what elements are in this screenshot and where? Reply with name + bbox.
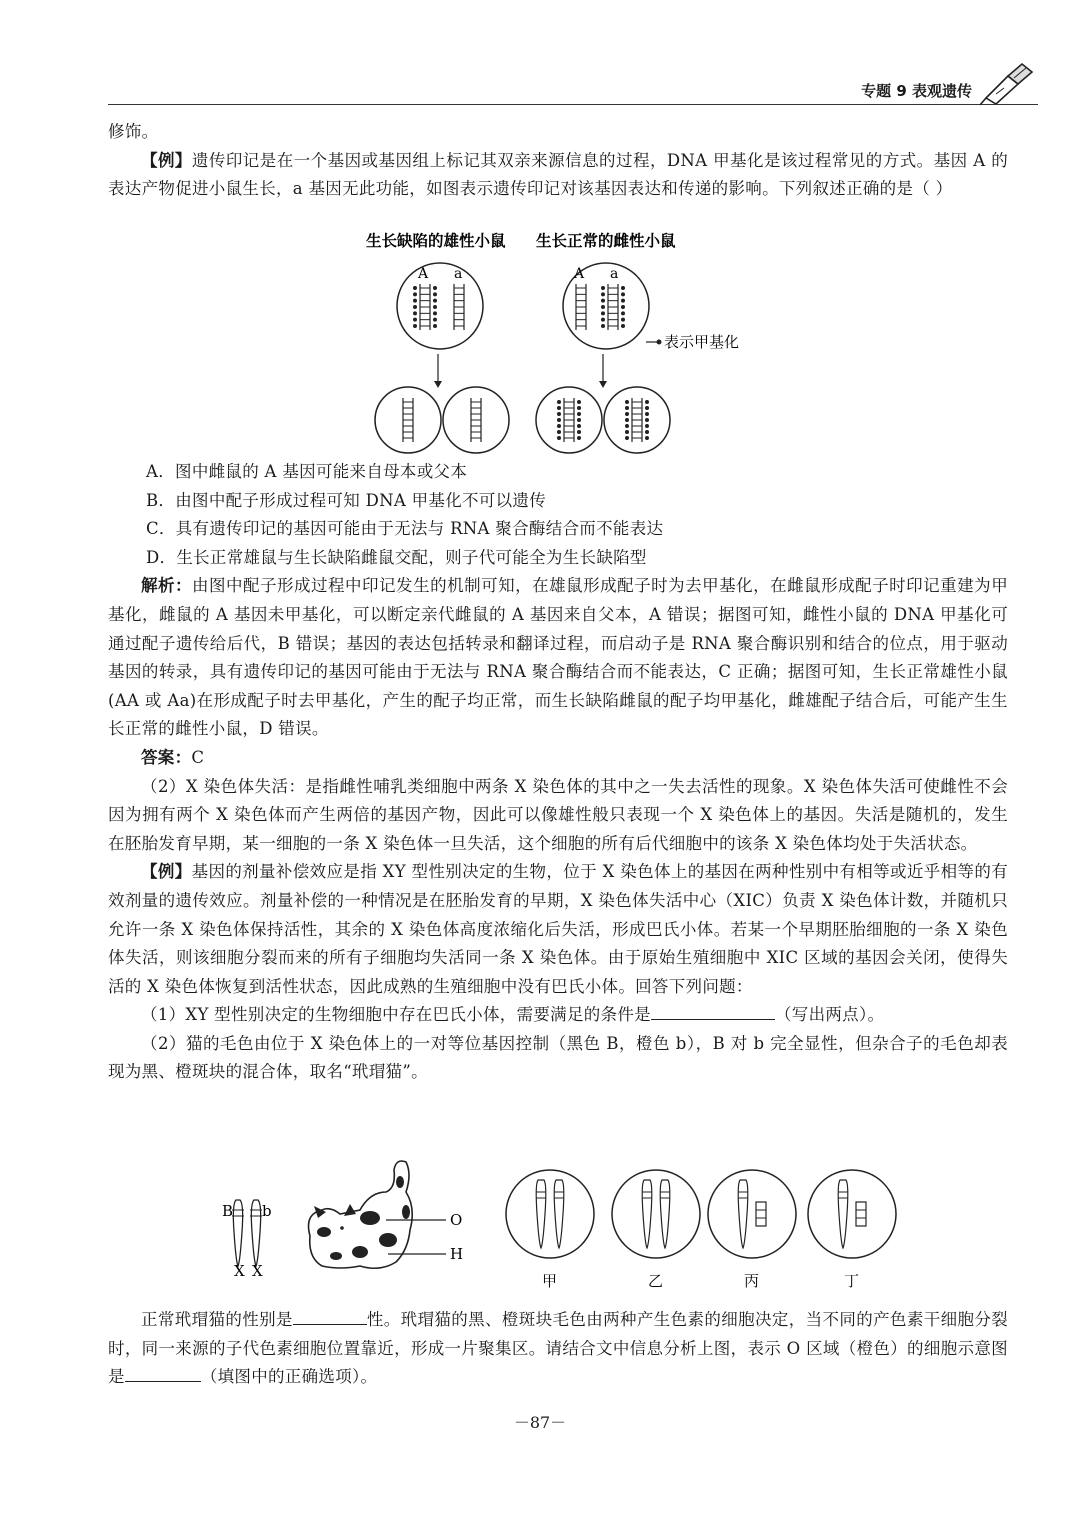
- label-x1: X: [234, 1262, 245, 1280]
- legend-methyl-dot: [657, 340, 662, 345]
- final-text-1: 正常玳瑁猫的性别是: [141, 1310, 293, 1329]
- page-number: －87－: [513, 1413, 567, 1432]
- label-x2: X: [252, 1262, 263, 1280]
- page-header: [108, 58, 1038, 108]
- pen-nib-icon: [978, 58, 1038, 106]
- option-b: B．由图中配子形成过程可知 DNA 甲基化不可以遗传: [146, 490, 546, 510]
- options-block: [108, 458, 1008, 1087]
- male-a-plain: [454, 284, 464, 330]
- example2-stem: [108, 858, 1008, 1001]
- x-inactivation-para: （2）X 染色体失活：是指雌性哺乳类细胞中两条 X 染色体的其中之一失去活性的现象。X 染色体失活可使雌性不会因为拥有两个 X 染色体而产生两倍的基因产物，因此可以像雄性般只表现一个 X 染色体上的基因。失活是随机的，发生在胚胎发育早期，某一细胞的一条 X 染色体一旦失活，这个细胞的所有后代细胞中的该条 X 染色体均处于失活状态。: [108, 776, 1008, 853]
- example1-text: 遗传印记是在一个基因或基因组上标记其双亲来源信息的过程，DNA 甲基化是该过程常见的方式。基因 A 的表达产物促进小鼠生长，a 基因无此功能，如图表示遗传印记对该基因表达和传递的影响。下列叙述正确的是（ ）: [108, 150, 1008, 199]
- intro-line: 修饰。: [108, 122, 159, 141]
- imprinting-figure: [360, 228, 800, 460]
- gene-a-male: a: [454, 266, 463, 282]
- gene-A-male: A: [418, 266, 429, 282]
- intro-block: [108, 118, 1008, 204]
- example2-tag: 【例】: [141, 862, 192, 882]
- final-text-3: （填图中的正确选项）。: [200, 1367, 378, 1387]
- cell-label-bing: 丙: [744, 1272, 760, 1290]
- section-title: 专题 9 表观遗传: [861, 82, 972, 100]
- x-chromosome-1: [232, 1200, 244, 1266]
- female-gamete-dna-2: [625, 398, 649, 442]
- arrowhead-male: [434, 381, 442, 388]
- answer-label: 答案：: [141, 747, 192, 767]
- cell-jia: [506, 1170, 594, 1258]
- example-tag: 【例】: [141, 150, 192, 170]
- label-male-defective: 生长缺陷的雄性小鼠: [366, 232, 506, 250]
- answer: [108, 744, 1008, 773]
- sex-blank[interactable]: [293, 1306, 367, 1325]
- female-gamete-dna-1: [557, 398, 581, 442]
- cell-label-yi: 乙: [648, 1272, 664, 1290]
- calico-cat-figure: [210, 1152, 900, 1292]
- final-block: [108, 1306, 1008, 1392]
- option-a: A．图中雌鼠的 A 基因可能来自母本或父本: [146, 462, 468, 481]
- male-parent-cell: [397, 263, 483, 349]
- dna-ladders: [403, 284, 649, 442]
- question-1: [108, 1001, 1008, 1030]
- final-text-2: 性。玳瑁猫的黑、橙斑块毛色由两种产生色素的细胞决定，当不同的产色素干细胞分裂时，同一来源的子代色素细胞位置靠近，形成一片聚集区。请结合文中信息分析上图，表示 O 区域（橙色）的细胞示意图是: [108, 1310, 1009, 1387]
- label-female-normal: 生长正常的雌性小鼠: [536, 232, 676, 250]
- cell-diagrams: [506, 1170, 896, 1258]
- male-gamete-dna-1: [403, 398, 413, 442]
- calico-cat: [309, 1161, 413, 1268]
- female-a-methylated: [601, 284, 625, 330]
- label-H: H: [450, 1245, 464, 1263]
- cell-blank[interactable]: [125, 1363, 201, 1382]
- male-gamete-dna-2: [471, 398, 481, 442]
- gene-A-female: A: [574, 266, 585, 282]
- cell-yi: [612, 1170, 700, 1258]
- example1-stem: [108, 147, 1008, 204]
- cell-ding: [808, 1170, 896, 1258]
- allele-B: B: [222, 1202, 234, 1220]
- allele-b: b: [262, 1202, 272, 1220]
- header-rule: [108, 104, 1038, 105]
- cell-label-ding: 丁: [844, 1272, 860, 1290]
- option-d: D．生长正常雄鼠与生长缺陷雌鼠交配，则子代可能全为生长缺陷型: [146, 547, 647, 567]
- analysis-label: 解析：: [141, 576, 193, 596]
- q1-note: （写出两点）。: [774, 1005, 885, 1025]
- question-2: （2）猫的毛色由位于 X 染色体上的一对等位基因控制（黑色 B，橙色 b），B 对 b 完全显性，但杂合子的毛色却表现为黑、橙斑块的混合体，取名“玳瑁猫”。: [108, 1033, 1008, 1082]
- q1-text: （1）XY 型性别决定的生物细胞中存在巴氏小体，需要满足的条件是: [141, 1005, 651, 1025]
- male-A-methylated: [413, 284, 437, 330]
- x-chromosome-2: [250, 1200, 262, 1266]
- arrowhead-female: [599, 381, 607, 388]
- answer-value: C: [191, 747, 205, 767]
- analysis: [108, 572, 1008, 744]
- analysis-text: 由图中配子形成过程中印记发生的机制可知，在雄鼠形成配子时为去甲基化，在雌鼠形成配子时印记重建为甲基化，雌鼠的 A 基因未甲基化，可以断定亲代雌鼠的 A 基因来自父本，A 错误；据图可知，雌性小鼠的 DNA 甲基化可通过配子遗传给后代，B 错误；基因的表达包括转录和翻译过程，而启动子是 RNA 聚合酶识别和结合的位点，用于驱动基因的转录，具有遗传印记的基因可能由于无法与 RNA 聚合酶结合而不能表达，C 正确；据图可知，生长正常雄性小鼠(AA 或 Aa)在形成配子时去甲基化，产生的配子均正常，而生长缺陷雌鼠的配子均甲基化，雌雄配子结合后，可能产生生长正常的雌性小鼠，D 错误。: [108, 576, 1008, 739]
- gene-a-female: a: [610, 266, 619, 282]
- cell-label-jia: 甲: [542, 1272, 558, 1290]
- legend-methylation: 表示甲基化: [664, 333, 740, 351]
- example2-text: 基因的剂量补偿效应是指 XY 型性别决定的生物，位于 X 染色体上的基因在两种性别中有相等或近乎相等的有效剂量的遗传效应。剂量补偿的一种情况是在胚胎发育的早期，X 染色体失活中心（XIC）负责 X 染色体计数，并随机只允许一条 X 染色体保持活性，其余的 X 染色体高度浓缩化后失活，形成巴氏小体。若某一个早期胚胎细胞的一条 X 染色体失活，则该细胞分裂而来的所有子细胞均失活同一条 X 染色体。由于原始生殖细胞中 XIC 区域的基因会关闭，使得失活的 X 染色体恢复到活性状态，因此成熟的生殖细胞中没有巴氏小体。回答下列问题：: [108, 862, 1008, 996]
- cell-bing: [708, 1170, 796, 1258]
- female-A-plain: [576, 284, 586, 330]
- label-O: O: [450, 1211, 463, 1229]
- final-question: [108, 1306, 1008, 1392]
- q1-blank[interactable]: [651, 1001, 775, 1020]
- option-c: C．具有遗传印记的基因可能由于无法与 RNA 聚合酶结合而不能表达: [146, 519, 664, 539]
